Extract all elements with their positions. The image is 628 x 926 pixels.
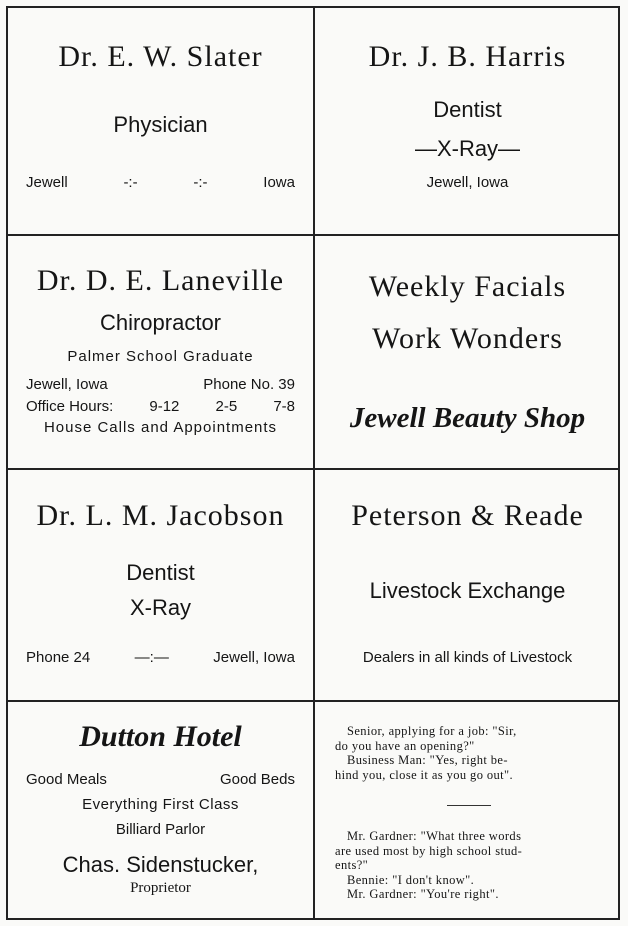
ad-footer	[26, 174, 295, 191]
ad-contact	[26, 376, 295, 393]
joke-line: Senior, applying for a job: "Sir,	[347, 724, 517, 738]
ad-title: Chiropractor	[99, 310, 222, 335]
hours-label: Office Hours:	[26, 398, 114, 415]
ad-owner: Chas. Sidenstucker,	[62, 852, 259, 877]
ad-phone: Phone No. 39	[203, 376, 295, 393]
joke-line: Mr. Gardner: "What three words	[347, 829, 522, 843]
footer-sep: —:—	[134, 649, 169, 666]
ad-title: Dentist	[433, 97, 502, 122]
ad-name: Dr. L. M. Jacobson	[36, 499, 285, 532]
hours-evening: 7-8	[273, 398, 295, 415]
ad-location: Jewell, Iowa	[213, 649, 295, 666]
ad-slogan-line1: Weekly Facials	[368, 270, 567, 303]
joke-line: are used most by high school stud-	[335, 843, 523, 858]
footer-state: Iowa	[263, 174, 295, 191]
joke-2	[335, 829, 600, 902]
ad-beauty-shop	[315, 236, 620, 468]
joke-line: Business Man: "Yes, right be-	[347, 753, 508, 767]
joke-1	[335, 724, 600, 782]
joke-line: ents?"	[335, 858, 369, 872]
ad-first-class: Everything First Class	[82, 796, 239, 813]
ad-slater	[8, 8, 313, 234]
hours-afternoon: 2-5	[215, 398, 238, 415]
ad-name: Dutton Hotel	[79, 720, 242, 753]
ad-billiard: Billiard Parlor	[115, 821, 206, 838]
ad-location: Jewell, Iowa	[426, 174, 509, 191]
joke-line: Mr. Gardner: "You're right".	[347, 887, 499, 901]
ad-harris	[315, 8, 620, 234]
ad-laneville	[8, 236, 313, 468]
ad-amenities	[26, 771, 295, 788]
ad-name: Peterson & Reade	[351, 499, 584, 532]
ad-meals: Good Meals	[26, 771, 107, 788]
joke-divider	[447, 805, 491, 806]
joke-line: hind you, close it as you go out".	[335, 767, 514, 782]
ad-phone: Phone 24	[26, 649, 91, 666]
joke-line: Bennie: "I don't know".	[347, 872, 475, 887]
ad-xray: X-Ray	[129, 595, 192, 620]
ad-role: Proprietor	[130, 880, 191, 896]
ad-beds: Good Beds	[219, 771, 295, 788]
ad-name: Dr. E. W. Slater	[58, 40, 263, 73]
ad-peterson-reade	[315, 470, 620, 700]
footer-sep: -:-	[193, 174, 208, 191]
ad-title: Dentist	[126, 560, 195, 585]
ad-slogan-line2: Work Wonders	[372, 322, 563, 355]
ad-shop-name: Jewell Beauty Shop	[349, 402, 586, 434]
ad-jacobson	[8, 470, 313, 700]
ad-dutton-hotel	[8, 702, 313, 918]
ad-tagline: Dealers in all kinds of Livestock	[362, 649, 573, 666]
ad-xray: —X-Ray—	[414, 136, 521, 161]
hours-morning: 9-12	[149, 398, 180, 415]
ad-title: Livestock Exchange	[369, 578, 566, 603]
ad-school: Palmer School Graduate	[67, 348, 254, 365]
footer-town: Jewell	[26, 174, 68, 191]
ad-name: Dr. D. E. Laneville	[36, 264, 285, 297]
ad-name: Dr. J. B. Harris	[368, 40, 567, 73]
ad-location: Jewell, Iowa	[26, 376, 108, 393]
footer-sep: -:-	[123, 174, 138, 191]
ad-title: Physician	[113, 112, 208, 137]
jokes-panel	[315, 702, 620, 918]
joke-line: do you have an opening?"	[335, 738, 475, 753]
ad-hours	[26, 398, 295, 415]
ad-footer	[26, 649, 295, 666]
ad-calls: House Calls and Appointments	[43, 419, 278, 436]
